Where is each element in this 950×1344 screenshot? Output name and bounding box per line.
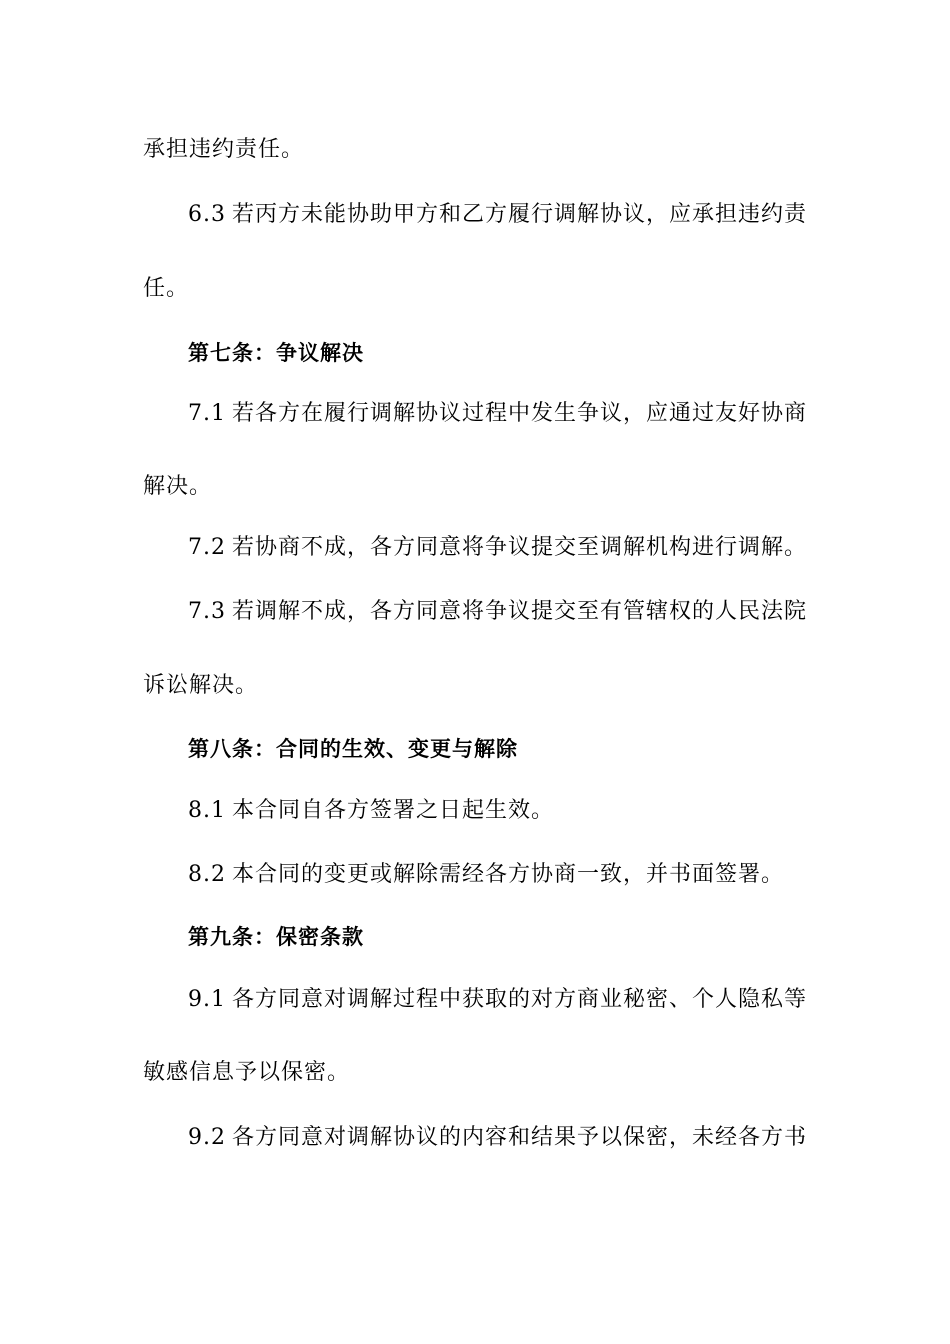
- clause-6-3: [188, 200, 807, 230]
- clause-number: 8.2: [188, 862, 226, 887]
- clause-7-1: [188, 399, 807, 429]
- clause-text: 本合同的变更或解除需经各方协商一致，并书面签署。: [232, 862, 785, 887]
- clause-number: 7.3: [188, 599, 226, 624]
- line-text: 任。: [143, 276, 190, 301]
- line-text: 承担违约责任。: [143, 137, 305, 162]
- clause-number: 7.1: [188, 401, 226, 426]
- section-heading-9: [188, 922, 364, 952]
- clause-text: 若各方在履行调解协议过程中发生争议，应通过友好协商: [232, 401, 808, 426]
- clause-7-2: [188, 533, 807, 563]
- clause-8-1: [188, 796, 554, 826]
- line-text: 解决。: [143, 474, 213, 499]
- clause-9-1: [188, 985, 807, 1015]
- clause-9-2: [188, 1123, 807, 1153]
- paragraph-continuation: [143, 1058, 350, 1088]
- clause-text: 各方同意对调解协议的内容和结果予以保密，未经各方书: [232, 1125, 808, 1150]
- clause-8-2: [188, 860, 784, 890]
- section-heading-7: [188, 338, 364, 368]
- paragraph-continuation: [143, 274, 189, 304]
- heading-text: 第七条：争议解决: [188, 341, 364, 365]
- clause-text: 若丙方未能协助甲方和乙方履行调解协议，应承担违约责: [232, 202, 808, 227]
- line-text: 诉讼解决。: [143, 673, 259, 698]
- clause-text: 若调解不成，各方同意将争议提交至有管辖权的人民法院: [232, 599, 808, 624]
- clause-number: 8.1: [188, 798, 226, 823]
- clause-number: 7.2: [188, 535, 226, 560]
- section-heading-8: [188, 734, 518, 764]
- heading-text: 第八条：合同的生效、变更与解除: [188, 737, 518, 761]
- clause-text: 本合同自各方签署之日起生效。: [232, 798, 555, 823]
- clause-number: 9.2: [188, 1125, 226, 1150]
- line-text: 敏感信息予以保密。: [143, 1060, 351, 1085]
- clause-text: 若协商不成，各方同意将争议提交至调解机构进行调解。: [232, 535, 808, 560]
- paragraph-continuation: [143, 472, 212, 502]
- clause-number: 6.3: [188, 202, 226, 227]
- clause-7-3: [188, 597, 807, 627]
- paragraph-continuation: [143, 671, 258, 701]
- paragraph-continuation: [143, 135, 304, 165]
- heading-text: 第九条：保密条款: [188, 925, 364, 949]
- clause-number: 9.1: [188, 987, 226, 1012]
- clause-text: 各方同意对调解过程中获取的对方商业秘密、个人隐私等: [232, 987, 808, 1012]
